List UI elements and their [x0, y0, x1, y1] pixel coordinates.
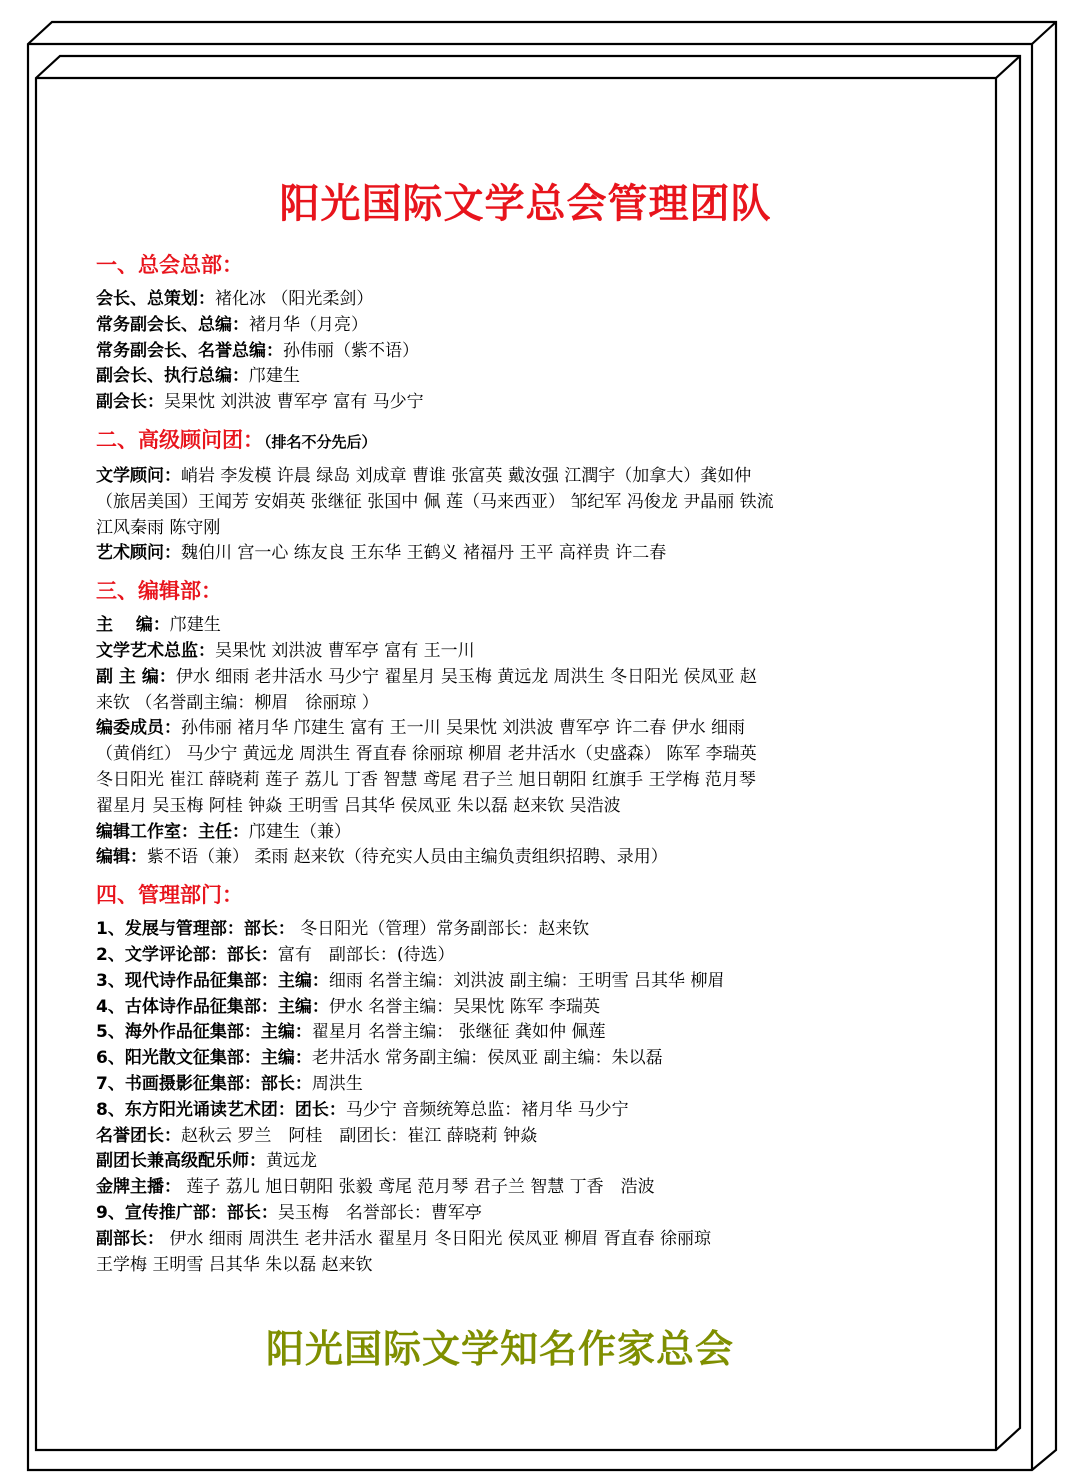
- roster-line: [96, 1020, 941, 1046]
- roster-line-label: 2、文学评论部：部长：: [96, 944, 278, 965]
- roster-line-label: 7、书画摄影征集部：部长：: [96, 1073, 312, 1094]
- roster-line-label: 5、海外作品征集部：主编：: [96, 1022, 312, 1043]
- page-title: 阳光国际文学总会管理团队: [279, 181, 772, 227]
- roster-line-label: 常务副会长、总编：: [96, 314, 249, 335]
- section-heading-text: 一、总会总部：: [96, 253, 243, 277]
- roster-line-label: 9、宣传推广部：部长：: [96, 1202, 278, 1223]
- roster-line-label: 文学顾问：: [96, 465, 181, 486]
- roster-line: [96, 943, 941, 969]
- roster-line-label: 艺术顾问：: [96, 543, 181, 564]
- roster-line: [96, 1046, 941, 1072]
- roster-line: [96, 1149, 941, 1175]
- section-heading: [96, 577, 941, 605]
- roster-line-names: 吴果忱 刘洪波 曹军亭 富有 王一川: [215, 640, 475, 661]
- roster-line-names: 周洪生: [311, 1073, 363, 1094]
- roster-line-label: 名誉团长：: [96, 1125, 181, 1146]
- roster-line: [96, 1098, 941, 1124]
- roster-line: [96, 1227, 941, 1253]
- roster-line-names: 峭岩 李发模 许晨 绿岛 刘成章 曹谁 张富英 戴汝强 江潤宇（加拿大）龚如仲: [181, 465, 752, 486]
- roster-line: [96, 313, 941, 339]
- roster-line: [96, 845, 941, 871]
- roster-line-names: 吴果忱 刘洪波 曹军亭 富有 马少宁: [164, 392, 424, 413]
- roster-line: [96, 1201, 941, 1227]
- roster-line-names: 紫不语（兼） 柔雨 赵来钦（待充实人员由主编负责组织招聘、录用）: [147, 847, 668, 868]
- roster-line-label: 3、现代诗作品征集部：主编：: [96, 970, 329, 991]
- roster-line: [96, 794, 941, 820]
- roster-line-label: 会长、总策划：: [96, 289, 215, 309]
- roster-line: [96, 1124, 941, 1150]
- roster-line-names: 来钦 （名誉副主编：柳眉 徐丽琼 ）: [96, 692, 379, 713]
- roster-line: [96, 995, 941, 1021]
- roster-line: [96, 716, 941, 742]
- roster-line: [96, 665, 941, 691]
- roster-line-names: 褚化冰 （阳光柔剑）: [215, 289, 374, 309]
- roster-line-names: 老井活水 常务副主编：侯凤亚 副主编：朱以磊: [311, 1048, 663, 1069]
- roster-line: [96, 287, 941, 313]
- section-heading-note: （排名不分先后）: [264, 432, 377, 451]
- section-heading-text: 三、编辑部：: [96, 579, 222, 604]
- roster-line-names: 冬日阳光 崔江 薛晓莉 莲子 荔儿 丁香 智慧 鸢尾 君子兰 旭日朝阳 红旗手 王学梅 范月琴: [96, 769, 756, 790]
- roster-line: [96, 768, 941, 794]
- roster-line: [96, 339, 941, 365]
- roster-line-label: 常务副会长、名誉总编：: [96, 340, 283, 361]
- roster-line-names: 伊水 名誉主编：吴果忱 陈军 李瑞英: [328, 996, 601, 1017]
- roster-line-names: 莲子 荔儿 旭日朝阳 张毅 鸢尾 范月琴 君子兰 智慧 丁香 浩波: [181, 1177, 655, 1198]
- roster-line: [96, 820, 941, 846]
- roster-line-names: 邝建生（兼）: [249, 821, 351, 842]
- roster-line-names: 伊水 细雨 老井活水 马少宁 翟星月 吴玉梅 黄远龙 周洪生 冬日阳光 侯凤亚 赵: [175, 666, 757, 687]
- roster-line-label: 6、阳光散文征集部：主编：: [96, 1048, 312, 1069]
- roster-line-names: 马少宁 音频统筹总监：褚月华 马少宁: [345, 1099, 629, 1120]
- roster-line: [96, 390, 941, 416]
- roster-line-names: 褚月华（月亮）: [249, 314, 368, 335]
- roster-line: [96, 639, 941, 665]
- roster-line-names: 细雨 名誉主编：刘洪波 副主编：王明雪 吕其华 柳眉: [328, 970, 725, 991]
- section-heading: [96, 426, 941, 456]
- roster-line-label: 副团长兼高级配乐师：: [96, 1151, 266, 1172]
- roster-line-names: 富有 副部长：(待选）: [277, 944, 455, 965]
- roster-line: [96, 1072, 941, 1098]
- section-heading-text: 四、管理部门：: [96, 883, 243, 908]
- roster-line-names: 赵秋云 罗兰 阿桂 副团长：崔江 薛晓莉 钟焱: [181, 1125, 538, 1146]
- roster-line: [96, 917, 941, 943]
- roster-line: [96, 742, 941, 768]
- roster-line-label: 文学艺术总监：: [96, 640, 215, 661]
- roster-line-names: 江风秦雨 陈守刚: [96, 517, 221, 538]
- roster-line-label: 编委成员：: [96, 718, 181, 739]
- section-heading: [96, 881, 941, 909]
- roster-line-label: 副会长、执行总编：: [96, 366, 249, 387]
- section-heading-text: 二、高级顾问团：: [96, 427, 264, 452]
- roster-line: [96, 364, 941, 390]
- roster-line-label: 副 主 编：: [96, 666, 176, 687]
- roster-line: [96, 464, 941, 490]
- roster-line-label: 金牌主播：: [96, 1177, 181, 1198]
- roster-line-names: 魏伯川 宫一心 练友良 王东华 王鹤义 褚福丹 王平 高祥贵 许二春: [181, 543, 667, 564]
- roster-line-names: 黄远龙: [266, 1151, 317, 1172]
- roster-line-names: 翟星月 吴玉梅 阿桂 钟焱 王明雪 吕其华 侯凤亚 朱以磊 赵来钦 吴浩波: [96, 795, 621, 816]
- roster-line: [96, 490, 941, 516]
- sections-container: [96, 251, 941, 1278]
- roster-line-label: 编辑工作室：主任：: [96, 821, 249, 842]
- roster-line-label: 4、古体诗作品征集部：主编：: [96, 996, 329, 1017]
- roster-line: [96, 1175, 941, 1201]
- roster-line-names: 冬日阳光（管理）常务副部长：赵来钦: [294, 919, 590, 940]
- roster-line-names: 孙伟丽（紫不语）: [283, 340, 419, 361]
- roster-line-names: 伊水 细雨 周洪生 老井活水 翟星月 冬日阳光 侯凤亚 柳眉 胥直春 徐丽琼: [164, 1228, 712, 1249]
- document-content: [96, 172, 941, 1278]
- roster-line-names: 吴玉梅 名誉部长：曹军亭: [277, 1202, 482, 1223]
- roster-line-names: 王学梅 王明雪 吕其华 朱以磊 赵来钦: [96, 1254, 373, 1275]
- roster-line: [96, 969, 941, 995]
- roster-line-label: 编辑：: [96, 847, 147, 868]
- roster-line-label: 副部长：: [96, 1228, 164, 1249]
- section-heading: [96, 251, 941, 279]
- roster-line-names: 翟星月 名誉主编： 张继征 龚如仲 佩莲: [311, 1022, 606, 1043]
- roster-line-names: 孙伟丽 褚月华 邝建生 富有 王一川 吴果忱 刘洪波 曹军亭 许二春 伊水 细雨: [181, 718, 746, 739]
- roster-line: [96, 1253, 941, 1279]
- footer-organization-name: 阳光国际文学知名作家总会: [265, 1327, 734, 1371]
- roster-line-names: 邝建生: [249, 366, 300, 387]
- roster-line-label: 8、东方阳光诵读艺术团：团长：: [96, 1099, 346, 1120]
- roster-line: [96, 613, 941, 639]
- roster-line: [96, 541, 941, 567]
- roster-line: [96, 691, 941, 717]
- roster-line: [96, 516, 941, 542]
- roster-line-label: 副会长：: [96, 392, 164, 413]
- roster-line-label: 主 编：: [96, 615, 170, 636]
- roster-line-names: （旅居美国）王闻芳 安娟英 张继征 张国中 佩 莲（马来西亚） 邹纪军 冯俊龙 尹晶丽 铁流: [96, 491, 774, 512]
- roster-line-names: 邝建生: [169, 615, 221, 636]
- roster-line-names: （黄俏红） 马少宁 黄远龙 周洪生 胥直春 徐丽琼 柳眉 老井活水（史盛森） 陈军 李瑞英: [96, 744, 757, 765]
- roster-line-label: 1、发展与管理部：部长：: [96, 919, 295, 940]
